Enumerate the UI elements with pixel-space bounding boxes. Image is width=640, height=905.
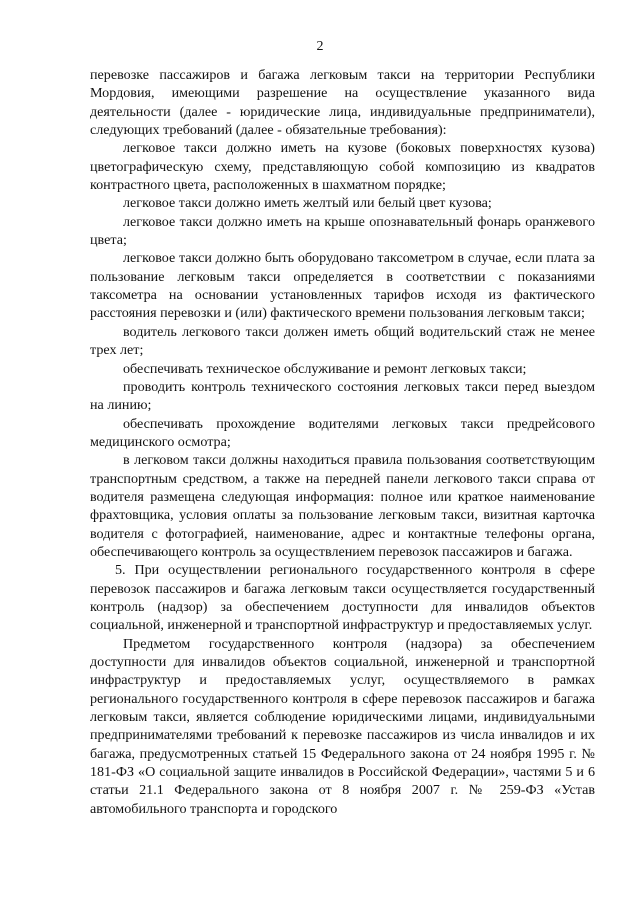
section-5-paragraph: 5. При осуществлении регионального государственного контроля в сфере перевозок пассажиров и багажа легковым такси осуществляется государственный контроль (надзор) за обеспечением доступности для инвалидов объектов социальной, инженерной и транспортной инфраструктур и предоставляемых услуг.	[90, 562, 595, 634]
document-body	[90, 66, 595, 818]
requirement-taximeter: легковое такси должно быть оборудовано таксометром в случае, если плата за пользование легковым такси определяется в соответствии с показаниями таксометра на основании установленных тарифов исходя из фактического расстояния перевозки и (или) фактического времени пользования легковым такси;	[90, 250, 595, 322]
page-number: 2	[316, 39, 324, 54]
subject-of-control-paragraph: Предметом государственного контроля (надзора) за обеспечением доступности для инвалидов объектов социальной, инженерной и транспортной инфраструктур и предоставляемых услуг, осуществляемого в рамках регионального государственного контроля в сфере перевозок пассажиров и багажа легковым такси, является соблюдение юридическими лицами, индивидуальными предпринимателями требований к перевозке пассажиров из числа инвалидов и их багажа, предусмотренных статьей 15 Федерального закона от 24 ноября 1995 г. № 181-ФЗ «О социальной защите инвалидов в Российской Федерации», частями 5 и 6 статьи 21.1 Федерального закона от 8 ноября 2007 г. № 259-ФЗ «Устав автомобильного транспорта и городского	[90, 635, 595, 817]
requirement-roof-lamp: легковое такси должно иметь на крыше опознавательный фонарь оранжевого цвета;	[90, 213, 595, 249]
requirement-passenger-info: в легковом такси должны находиться правила пользования соответствующим транспортным средством, а также на передней панели легкового такси справа от водителя размещена следующая информация: полное или краткое наименование фрахтовщика, условия оплаты за пользование легковым такси, визитная карточка водителя с фотографией, наименование, адрес и контактные телефоны органа, обеспечивающего контроль за осуществлением перевозок пассажиров и багажа.	[90, 452, 595, 560]
requirement-technical-check: проводить контроль технического состояния легковых такси перед выездом на линию;	[90, 378, 595, 414]
requirement-driver-experience: водитель легкового такси должен иметь общий водительский стаж не менее трех лет;	[90, 323, 595, 359]
requirement-medical-check: обеспечивать прохождение водителями легковых такси предрейсового медицинского осмотра;	[90, 415, 595, 450]
paragraph-intro-continuation: перевозке пассажиров и багажа легковым такси на территории Республики Мордовия, имеющими разрешение на осуществление указанного вида деятельности (далее - юридические лица, индивидуальные предприниматели), следующих требований (далее - обязательные требования):	[90, 67, 595, 139]
requirement-maintenance: обеспечивать техническое обслуживание и ремонт легковых такси;	[123, 360, 527, 377]
requirement-body-color: легковое такси должно иметь желтый или белый цвет кузова;	[123, 195, 492, 212]
requirement-color-scheme: легковое такси должно иметь на кузове (боковых поверхностях кузова) цветографическую схему, представляющую собой композицию из квадратов контрастного цвета, расположенных в шахматном порядке;	[90, 140, 595, 194]
